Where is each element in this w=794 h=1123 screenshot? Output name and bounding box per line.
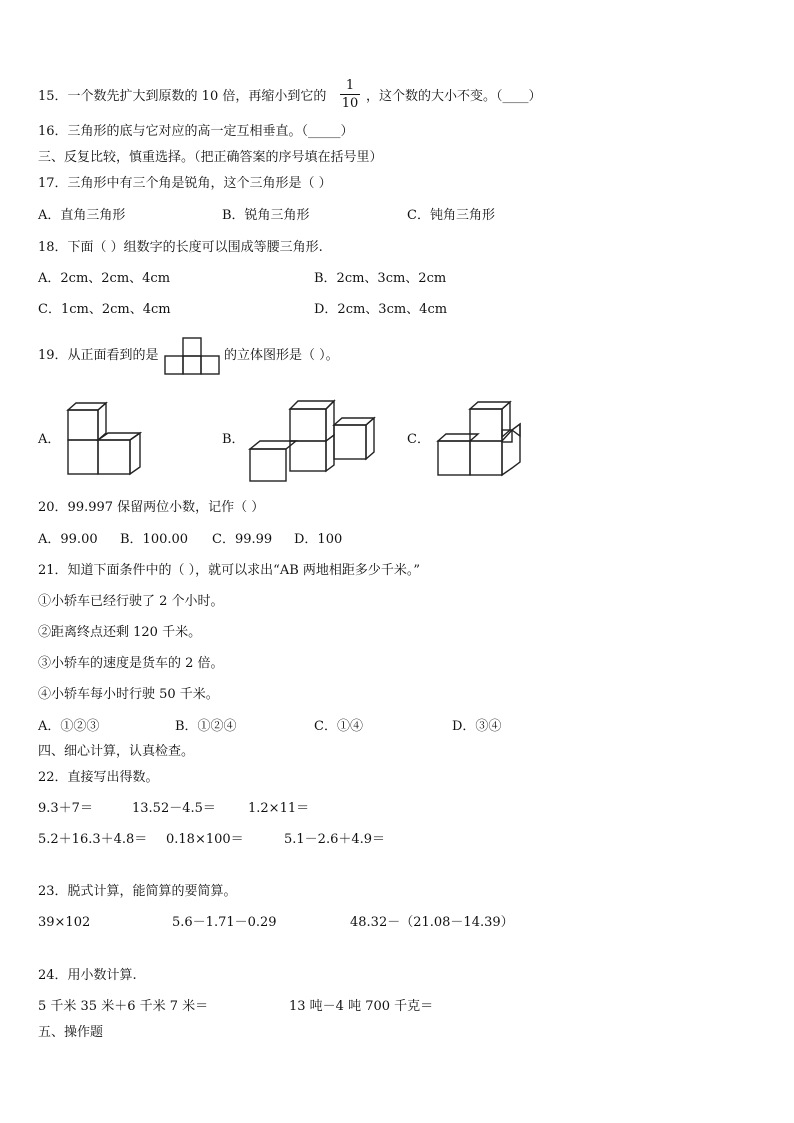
q19-option-b-label: B． [222,432,245,447]
q23-stem: 23．脱式计算，能简算的要简算。 [38,884,237,899]
q22-stem: 22．直接写出得数。 [38,770,159,785]
q21-option-b: B．①②④ [175,719,237,734]
q15-fraction-denominator: 10 [341,96,359,111]
q20-stem: 20．99.997 保留两位小数，记作（ ） [38,500,265,515]
q20-option-b: B．100.00 [120,532,189,547]
q19-option-c-cubes [436,400,526,480]
front-view-bottom-left-square [165,356,183,374]
cube-front-face [438,441,470,475]
q22-expr: 9.3＋7＝ [38,801,93,816]
cube-side-face [502,402,510,437]
q20-option-d: D．100 [294,532,343,547]
q19-stem-after: 的立体图形是（ ）。 [224,348,339,363]
q22-expr: 5.1－2.6＋4.9＝ [284,832,386,847]
q18-option-b: B．2cm、3cm、2cm [314,271,447,286]
q21-option-a: A．①②③ [38,719,100,734]
q24-stem: 24．用小数计算. [38,968,137,983]
front-view-bottom-middle-square [183,356,201,374]
q21-condition-4: ④小轿车每小时行驶 50 千米。 [38,687,219,702]
q23-expr: 5.6－1.71－0.29 [172,915,277,930]
cube-top-face [512,424,520,436]
q15-fraction-numerator: 1 [345,78,355,93]
q19-option-c-label: C． [407,432,430,447]
q15-text-after: ，这个数的大小不变。（____） [366,89,542,104]
q15-fraction [340,78,360,111]
q18-stem: 18．下面（ ）组数字的长度可以围成等腰三角形. [38,240,323,255]
q19-front-view-figure [164,337,222,377]
cube-front-face [68,440,98,474]
section-5-heading: 五、操作题 [38,1025,104,1040]
q20-option-a: A．99.00 [38,532,98,547]
q18-option-a: A．2cm、2cm、4cm [38,271,171,286]
cube-top-face [250,441,296,449]
q21-condition-3: ③小轿车的速度是货车的 2 倍。 [38,656,224,671]
cube-front-face [290,441,326,471]
q24-expr: 13 吨－4 吨 700 千克＝ [289,999,434,1014]
q22-expr: 5.2＋16.3＋4.8＝ [38,832,148,847]
q22-expr: 1.2×11＝ [248,801,310,816]
cube-front-face [250,449,286,481]
cube-front-face [68,410,98,440]
q19-stem-before: 19．从正面看到的是 [38,348,159,363]
q17-option-b: B．锐角三角形 [222,208,310,223]
q24-expr: 5 千米 35 米＋6 千米 7 米＝ [38,999,209,1014]
q19-option-a-label: A． [38,432,61,447]
cube-front-face [98,440,130,474]
q17-stem: 17．三角形中有三个角是锐角，这个三角形是（ ） [38,176,332,191]
front-view-top-square [183,338,201,356]
q22-expr: 0.18×100＝ [166,832,244,847]
q21-option-d: D．③④ [452,719,502,734]
cube-side-face [502,424,520,475]
q22-expr: 13.52－4.5＝ [132,801,216,816]
cube-side-face [366,418,374,459]
q19-option-a-cubes [64,400,146,480]
cube-top-face [68,403,106,410]
q17-option-c: C．钝角三角形 [407,208,495,223]
q17-option-a: A．直角三角形 [38,208,126,223]
section-3-heading: 三、反复比较，慎重选择。（把正确答案的序号填在括号里） [38,150,383,165]
q19-option-b-cubes [248,397,378,485]
section-4-heading: 四、细心计算，认真检查。 [38,744,195,759]
cube-front-face [470,441,502,475]
q23-expr: 48.32－（21.08－14.39） [350,915,514,930]
front-view-bottom-right-square [201,356,219,374]
cube-front-face [290,409,326,441]
q21-condition-1: ①小轿车已经行驶了 2 个小时。 [38,594,224,609]
q16-stem: 16．三角形的底与它对应的高一定互相垂直。（_____） [38,124,354,139]
cube-front-face [334,425,366,459]
cube-side-face [130,433,140,474]
q21-condition-2: ②距离终点还剩 120 千米。 [38,625,202,640]
q20-option-c: C．99.99 [212,532,273,547]
q18-option-d: D．2cm、3cm、4cm [314,302,448,317]
cube-side-face [326,401,334,441]
q21-stem: 21．知道下面条件中的（ ），就可以求出“AB 两地相距多少千米。” [38,563,421,578]
fraction-bar [340,94,360,95]
q21-option-c: C．①④ [314,719,363,734]
q15-stem [38,89,326,105]
q23-expr: 39×102 [38,915,91,930]
cube-top-face [438,434,478,441]
q15-text-before: 15．一个数先扩大到原数的 10 倍，再缩小到它的 [38,89,327,104]
q18-option-c: C．1cm、2cm、4cm [38,302,171,317]
q15-stem-after [366,89,542,105]
